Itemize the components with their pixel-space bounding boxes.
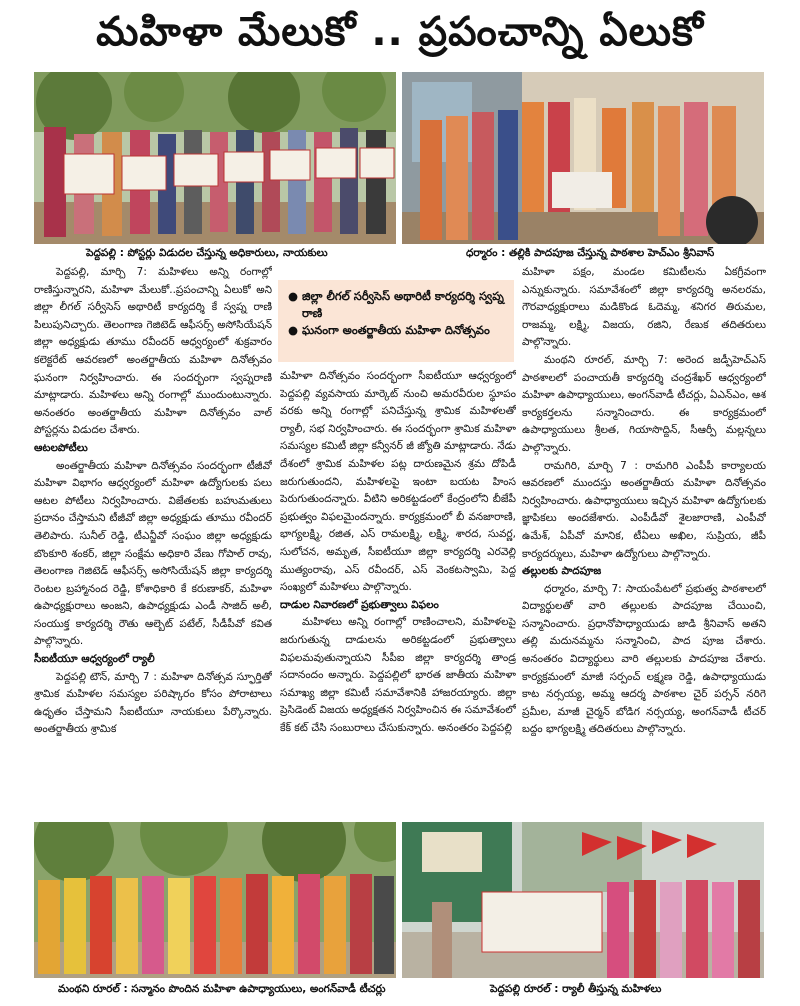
subheading: తల్లులకు పాదపూజ	[522, 565, 602, 578]
subheading: సీఐటీయూ ఆధ్వర్యంలో ర్యాలీ	[34, 653, 155, 666]
article-column-1	[34, 264, 272, 822]
bullet-icon: ●	[288, 289, 299, 303]
paragraph: మహిళా దినోత్సవం సందర్భంగా సీఐటీయూ ఆధ్వర్యంలో పెద్దపల్లి వ్యవసాయ మార్కెట్ నుంచి అమరవీరుల స్థూపం వరకు అన్ని రంగాల్లో పనిచేస్తున్న శ్రామిక మహిళలతో ర్యాలీ, సభ నిర్వహించారు. ఈ సందర్భంగా శ్రామిక మహిళా సమస్యల కమిటీ జిల్లా కన్వీనర్ జీ జ్యోతి మాట్లాడారు. నేడు దేశంలో శ్రామిక మహిళల పట్ల దారుణమైన శ్రమ దోపిడీ జరుగుతుందని, మహిళలపై ఇంటా బయట హింస పెరుగుతుందన్నారు. వీటిని అరికట్టడంలో కేంద్రంలోని బీజేపీ ప్రభుత్వం విఫలమైందన్నారు. కార్యక్రమంలో బీ వనజారాణి, భాగ్యలక్ష్మి, రజిత, ఎస్ రామలక్ష్మి, లక్ష్మి, శారద, సువర్ణ, సులోచన, అమృత, సీఐటీయూ జిల్లా కార్యదర్శి ఎరవెల్లి ముత్యంరావు, ఎస్ రవీందర్, ఎస్ వెంకటస్వామి, పెద్ద సంఖ్యలో మహిళలు పాల్గొన్నారు.	[280, 370, 516, 594]
photo-pada-puja	[402, 72, 764, 244]
paragraph: ధర్మారం, మార్చి 7: సాయంపేటలో ప్రభుత్వ పాఠశాలలో విద్యార్థులతో వారి తల్లులకు పాదపూజ చేయించి, సన్మానించారు. ప్రధానోపాధ్యాయుడు జాడి శ్రీనివాస్ అతని తల్లి మదునమ్మను సన్మానించి, పాద పూజ చేశారు. అనంతరం విద్యార్థులు వారి తల్లులకు పాదపూజ చేశారు. కార్యక్రమంలో మాజీ సర్పంచ్ లక్ష్మణ రెడ్డి, ఉపాధ్యాయుడు కాట నర్సయ్య, అమ్మ ఆదర్శ పాఠశాల చైర్ పర్సన్ నరిగె ప్రమీల, మాజీ చైర్మన్ బోడిగ నర్సయ్య, అంగన్‌వాడీ టీచర్ బద్దం భాగ్యలక్ష్మి తదితరులు పాల్గొన్నారు.	[522, 582, 766, 736]
paragraph: అంతర్జాతీయ మహిళా దినోత్సవం సందర్భంగా టీజీవో మహిళా విభాగం ఆధ్వర్యంలో మహిళా ఉద్యోగులకు పలు ఆటల పోటీలు నిర్వహించారు. విజేతలకు బహుమతులు ప్రదానం చేస్తామని టీజీవో జిల్లా అధ్యక్షుడు తూము రవీందర్ తెలిపారు. సునీల్ రెడ్డి, టీఎన్జీవో సంఘం జిల్లా అధ్యక్షుడు బొంకూరి శంకర్, జిల్లా సంక్షేమ అధికారి వేణు గోపాల్ రావు, తెలంగాణ గెజిటెడ్ ఆఫీసర్స్ అసోసియేషన్ జిల్లా కార్యదర్శి రెంటల బ్రహ్మానంద రెడ్డి, కోశాధికారి కే కరుణాకర్, మహిళా ఉపాధ్యక్షురాలు అంజని, ఉపాధ్యక్షుడు ఎండీ సాజిద్ అలీ, సంయుక్త కార్యదర్శి రౌతు ఆల్బెట్ పటేల్, సీడీపీవో కవిత పాల్గొన్నారు.	[34, 459, 272, 648]
caption-bottom-left: మంథని రూరల్ : సన్మానం పొందిన మహిళా ఉపాధ్యాయులు, అంగన్‌వాడీ టీచర్లు	[58, 983, 386, 995]
photo-felicitation	[34, 822, 396, 978]
paragraph: మహిళా పక్షం, మండల కమిటీలను ఏకగ్రీవంగా ఎన్నుకున్నారు. సమావేశంలో జిల్లా కార్యదర్శి అనలరమ, గౌరవాధ్యక్షురాలు మడికొండ ఓదెమ్మ, శనిగర తిరుమల, రాజమ్మ, లక్ష్మి, విజయ, రజిని, రేణుక తదితరులు పాల్గొన్నారు.	[522, 266, 766, 349]
caption-bottom-right: పెద్దపల్లి రూరల్ : ర్యాలీ తీస్తున్న మహిళలు	[490, 983, 662, 995]
caption-top-left: పెద్దపల్లి : పోస్టర్లు విడుదల చేస్తున్న అధికారులు, నాయకులు	[86, 247, 328, 259]
subheading: దాడుల నివారణలో ప్రభుత్వాలు విఫలం	[280, 598, 439, 611]
paragraph: మహిళలు అన్ని రంగాల్లో రాణించాలని, మహిళలపై జరుగుతున్న దాడులను అరికట్టడంలో ప్రభుత్వాలు విఫలమవుతున్నాయని సీపీఐ జిల్లా కార్యదర్శి తాండ్ర సదానందం అన్నారు. పెద్దపల్లిలో భారత జాతీయ మహిళా సమాఖ్య జిల్లా కమిటీ సమావేశానికి హాజరయ్యారు. జిల్లా ప్రెసిడెంట్ విజయ అధ్యక్షతన నిర్వహించిన ఈ సమావేశంలో కేక్ కట్ చేసి సంబురాలు చేసుకున్నారు. అనంతరం పెద్దపల్లి	[280, 616, 516, 734]
bullet-icon: ●	[288, 323, 299, 337]
caption-top-right: ధర్మారం : తల్లికి పాదపూజ చేస్తున్న పాఠశాల హెచ్‌ఎం శ్రీనివాస్	[466, 247, 715, 259]
photo-poster-release	[34, 72, 396, 244]
highlight-box	[278, 280, 514, 362]
article-column-3	[522, 264, 766, 820]
subheading: ఆటలపోటీలు	[34, 441, 88, 454]
article-column-2	[280, 368, 516, 820]
paragraph: పెద్దపల్లి టౌన్, మార్చి 7 : మహిళా దినోత్సవ స్ఫూర్తితో శ్రామిక మహిళల సమస్యల పరిష్కారం కోసం పోరాటాలు ఉధృతం చేస్తామని సీఐటీయూ నాయకులు పేర్కొన్నారు. అంతర్జాతీయ శ్రామిక	[34, 670, 272, 736]
paragraph: మంథని రూరల్, మార్చి 7: అరెంద జడ్పీహెచ్‌ఎస్ పాఠశాలలో పంచాయతీ కార్యదర్శి చంద్రశేఖర్ ఆధ్వర్యంలో మహిళా ఉపాధ్యాయులు, అంగన్‌వాడీ టీచర్లు, ఏఎన్‌ఎం, ఆశ కార్యకర్తలను సన్మానించారు. ఈ కార్యక్రమంలో ఉపాధ్యాయులు శ్రీలత, గియాసొద్దిన్, సీఆర్పీ మల్లన్నలు పాల్గొన్నారు.	[522, 353, 766, 454]
highlight-item: ● ఘనంగా అంతర్జాతీయ మహిళా దినోత్సవం	[288, 323, 490, 337]
highlight-item: ● జిల్లా లీగల్ సర్వీసెస్ అథారిటీ కార్యదర్శి స్వప్న రాణి	[288, 289, 504, 320]
paragraph: పెద్దపల్లి, మార్చి 7: మహిళలు అన్ని రంగాల్లో రాణిస్తున్నారని, మహిళా మేలుకో..ప్రపంచాన్ని ఏలుకో అని జిల్లా లీగల్ సర్వీసెస్ అథారిటీ కార్యదర్శి కే స్వప్న రాణి పిలుపునిచ్చారు. తెలంగాణ గెజిటెడ్ ఆఫీసర్స్ అసోసియేషన్ జిల్లా అధ్యక్షుడు తూము రవీందర్ ఆధ్వర్యంలో శుక్రవారం కలెక్టరేట్ ఆవరణలో అంతర్జాతీయ మహిళా దినోత్సవం ఘనంగా నిర్వహించారు. ఈ సందర్భంగా స్వప్నరాణి మాట్లాడారు. మహిళలు అన్ని రంగాల్లో ముందుంటున్నారు. అనంతరం అంతర్జాతీయ మహిళా దినోత్సవం వాల్ పోస్టర్లను విడుదల చేశారు.	[34, 266, 272, 437]
photo-rally	[402, 822, 764, 978]
paragraph: రామగిరి, మార్చి 7 : రామగిరి ఎంపీపీ కార్యాలయ ఆవరణలో ముందస్తు అంతర్జాతీయ మహిళా దినోత్సవం నిర్వహించారు. ఉపాధ్యాయులు ఇచ్చిన మహిళా ఉద్యోగులకు జ్ఞాపికలు అందజేశారు. ఎంపీడీవో శైలజారాణి, ఎంపీవో ఉమేశ్, ఏపీవో మానిక, టీఏలు అఖిల, సుప్రియ, జీపీ కార్యదర్శులు, మహిళా ఉద్యోగులు పాల్గొన్నారు.	[522, 459, 766, 560]
headline: మహిళా మేలుకో .. ప్రపంచాన్ని ఏలుకో	[96, 9, 704, 55]
